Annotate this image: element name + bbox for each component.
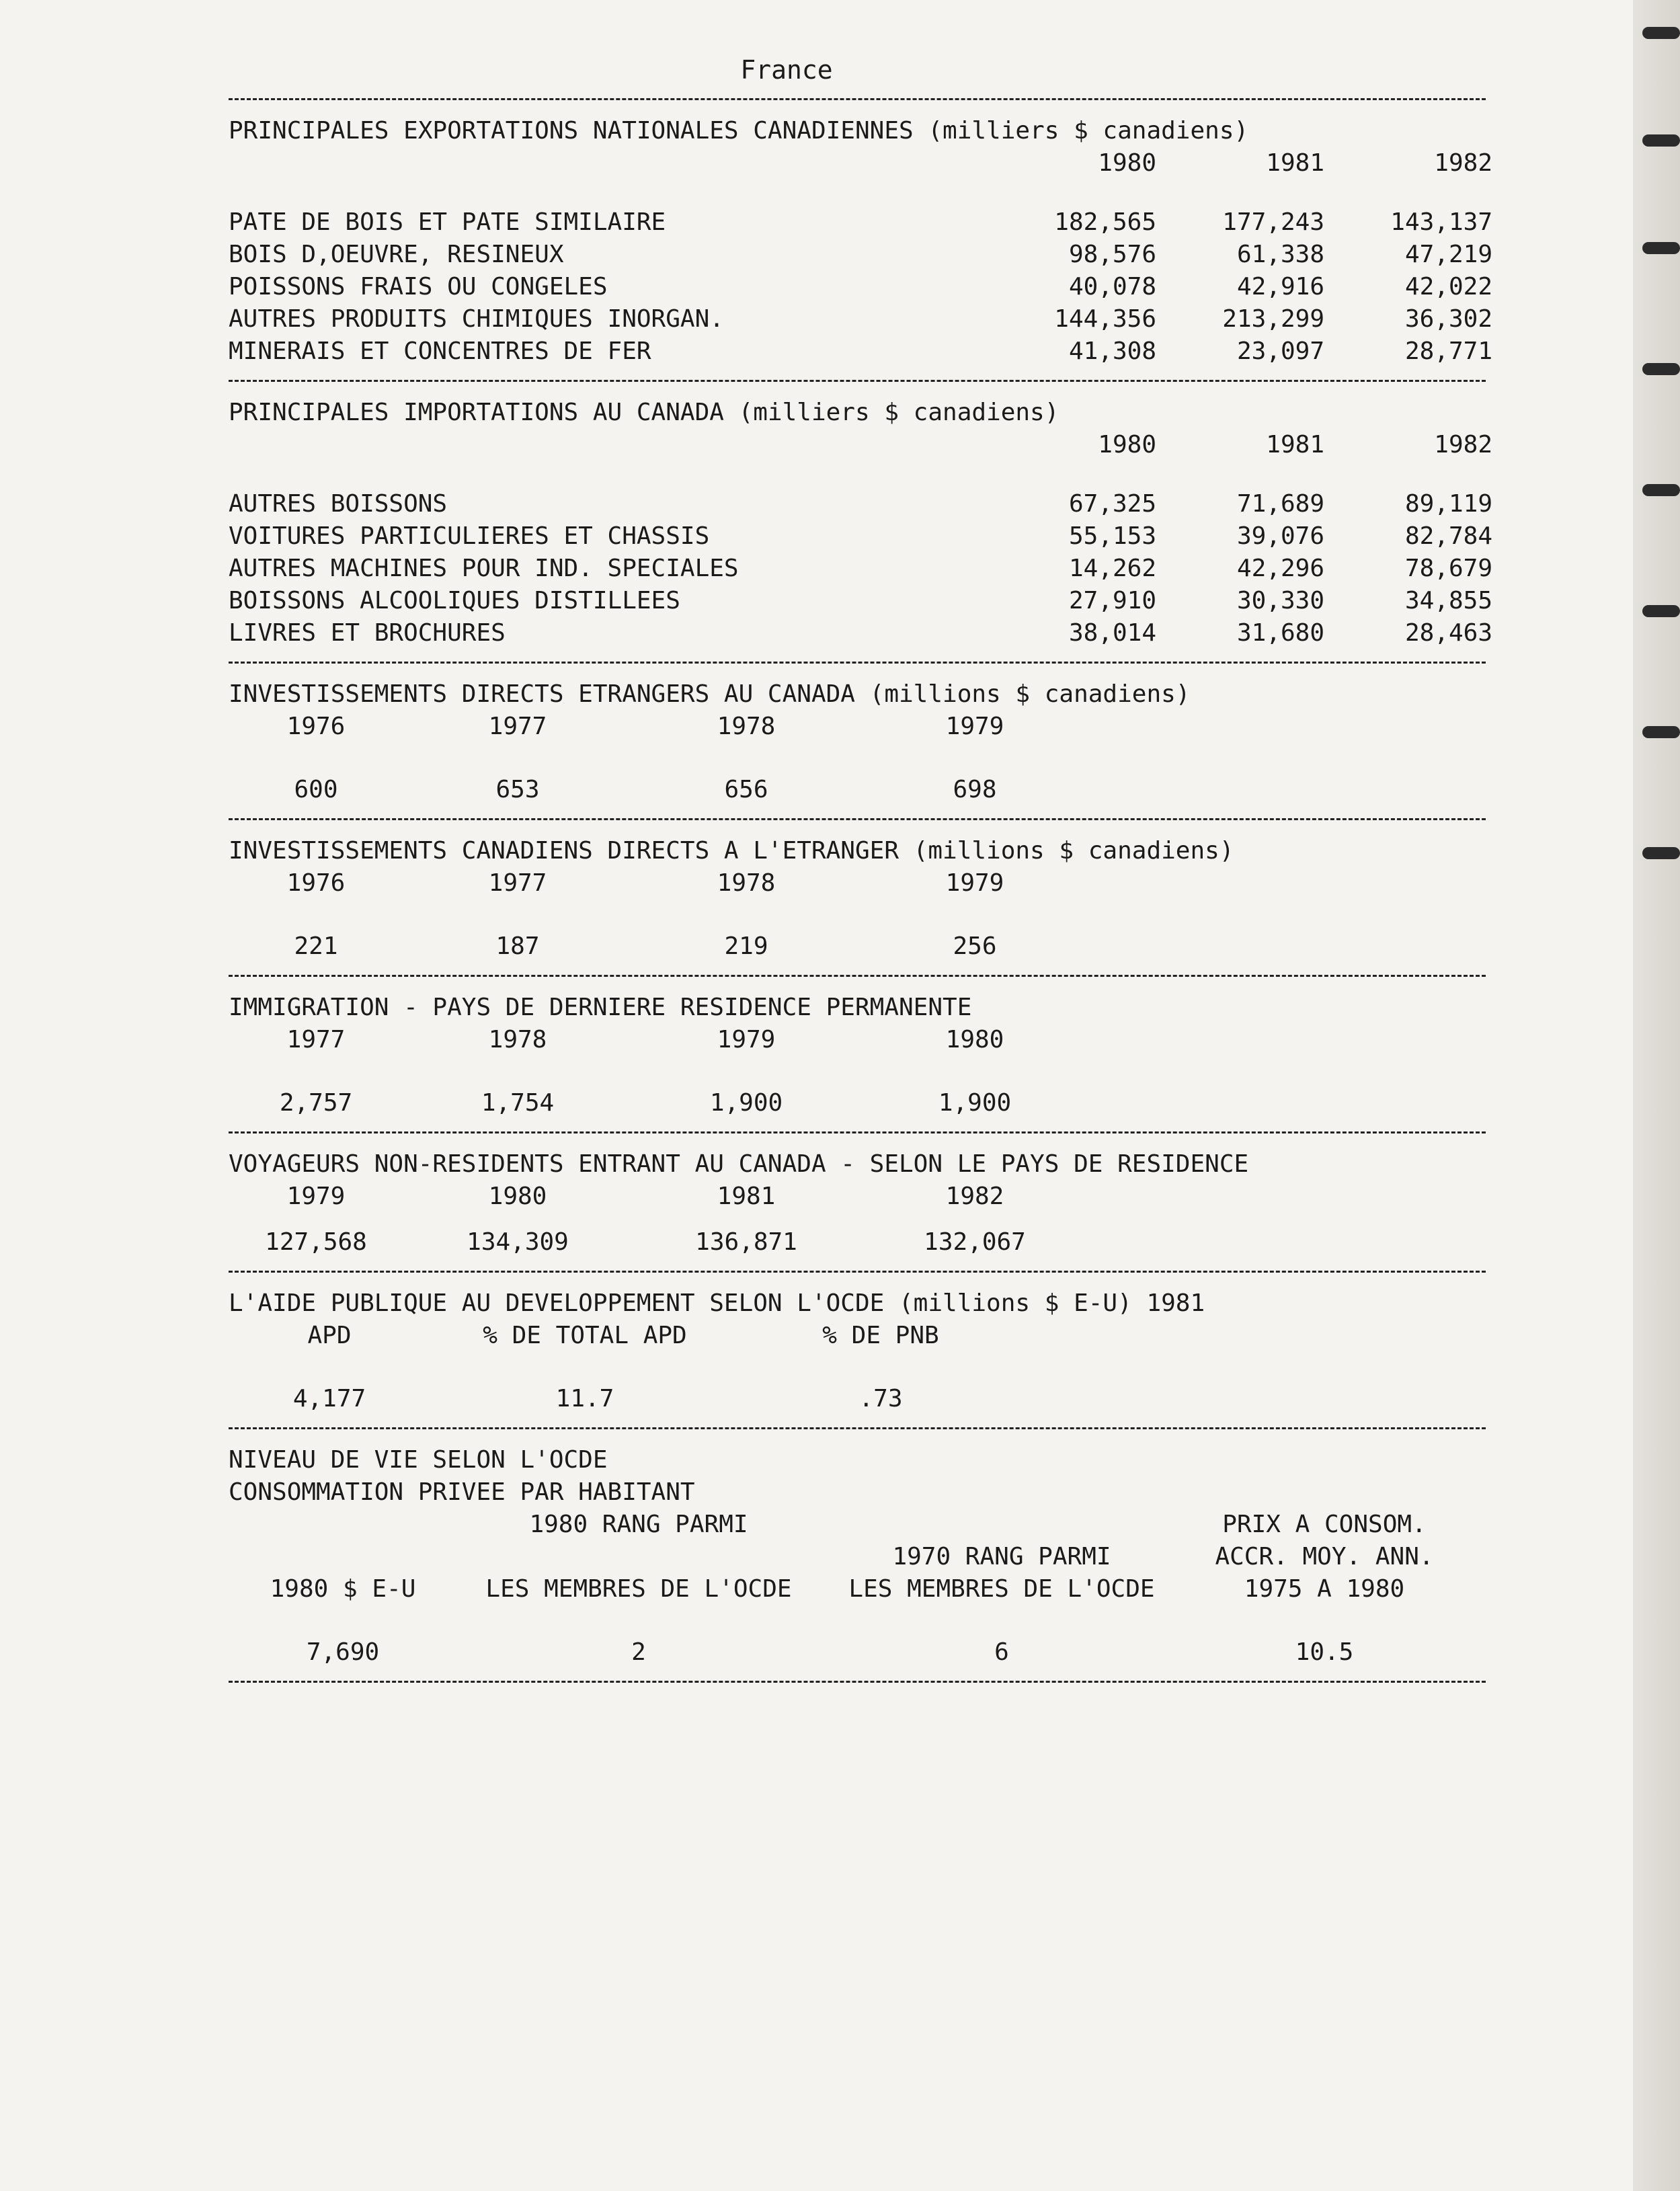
row-value: 698 — [953, 776, 997, 803]
immigration-heading: IMMIGRATION - PAYS DE DERNIERE RESIDENCE PERMANENTE — [229, 994, 972, 1021]
imports-years — [229, 429, 1492, 461]
living-values — [229, 1636, 1486, 1669]
imports-heading: PRINCIPALES IMPORTATIONS AU CANADA (milliers $ canadiens) — [229, 399, 1059, 426]
binding-ring — [1642, 484, 1680, 496]
row-value: 41,308 — [1068, 337, 1156, 365]
living-header-row-2 — [229, 1541, 1486, 1573]
year-header: 1979 — [945, 869, 1004, 897]
row-value: 256 — [953, 932, 997, 960]
year-header: 1979 — [945, 713, 1004, 740]
year-header: 1982 — [1434, 149, 1492, 177]
fdi-in-values — [229, 774, 1486, 806]
row-value: 82,784 — [1404, 522, 1492, 550]
row-label: AUTRES BOISSONS — [229, 490, 448, 518]
fdi-out-values — [229, 930, 1486, 963]
dashed-separator — [229, 1681, 1486, 1683]
year-header: 1978 — [717, 869, 776, 897]
row-value: 127,568 — [265, 1228, 367, 1256]
travellers-years — [229, 1181, 1486, 1213]
year-header: 1978 — [717, 713, 776, 740]
row-value: 213,299 — [1222, 305, 1324, 333]
living-heading: NIVEAU DE VIE SELON L'OCDE — [229, 1446, 608, 1474]
row-label: AUTRES MACHINES POUR IND. SPECIALES — [229, 555, 739, 582]
row-value: 653 — [495, 776, 540, 803]
row-value: 36,302 — [1404, 305, 1492, 333]
binding-ring — [1642, 726, 1680, 738]
column-header: 1980 RANG PARMI — [529, 1511, 748, 1538]
row-value: 656 — [724, 776, 768, 803]
column-header: PRIX A CONSOM. — [1222, 1511, 1427, 1538]
row-value: 98,576 — [1068, 241, 1156, 268]
row-value: 28,463 — [1404, 619, 1492, 647]
row-label: MINERAIS ET CONCENTRES DE FER — [229, 337, 651, 365]
row-value: 177,243 — [1222, 208, 1324, 236]
year-header: 1982 — [1434, 431, 1492, 459]
dashed-separator — [229, 662, 1486, 664]
year-header: 1981 — [1266, 149, 1324, 177]
row-label: LIVRES ET BROCHURES — [229, 619, 506, 647]
binding-ring — [1642, 242, 1680, 254]
travellers-heading: VOYAGEURS NON-RESIDENTS ENTRANT AU CANADA - SELON LE PAYS DE RESIDENCE — [229, 1150, 1249, 1178]
row-value: 23,097 — [1236, 337, 1324, 365]
aid-columns — [229, 1320, 1486, 1352]
year-header: 1982 — [945, 1183, 1004, 1210]
document-content — [229, 54, 1492, 1698]
row-value: 38,014 — [1068, 619, 1156, 647]
table-row — [229, 271, 1492, 303]
year-header: 1981 — [1266, 431, 1324, 459]
column-header: 1975 A 1980 — [1244, 1575, 1405, 1603]
row-value: 136,871 — [695, 1228, 797, 1256]
table-row — [229, 303, 1492, 335]
row-value: 40,078 — [1068, 273, 1156, 301]
year-header: 1980 — [1098, 149, 1156, 177]
row-value: 1,900 — [938, 1089, 1012, 1117]
travellers-values — [229, 1226, 1486, 1259]
immigration-values — [229, 1087, 1486, 1119]
row-value: 89,119 — [1404, 490, 1492, 518]
year-header: 1980 — [945, 1026, 1004, 1053]
row-value: 221 — [294, 932, 338, 960]
table-row — [229, 553, 1492, 585]
row-value: 219 — [724, 932, 768, 960]
row-value: 71,689 — [1236, 490, 1324, 518]
dashed-separator — [229, 1131, 1486, 1133]
year-header: 1979 — [717, 1026, 776, 1053]
column-header: 1970 RANG PARMI — [892, 1543, 1111, 1570]
row-value: 144,356 — [1054, 305, 1156, 333]
exports-heading: PRINCIPALES EXPORTATIONS NATIONALES CANADIENNES (milliers $ canadiens) — [229, 117, 1249, 145]
aid-heading: L'AIDE PUBLIQUE AU DEVELOPPEMENT SELON L'OCDE (millions $ E-U) 1981 — [229, 1289, 1205, 1317]
column-header: % DE PNB — [822, 1322, 939, 1349]
row-value: 2 — [631, 1638, 646, 1666]
table-row — [229, 206, 1492, 239]
row-value: 61,338 — [1236, 241, 1324, 268]
binding-ring — [1642, 134, 1680, 147]
fdi-in-years — [229, 711, 1486, 743]
row-value: 7,690 — [306, 1638, 380, 1666]
fdi-in-heading: INVESTISSEMENTS DIRECTS ETRANGERS AU CANADA (millions $ canadiens) — [229, 680, 1191, 708]
year-header: 1980 — [488, 1183, 547, 1210]
dashed-separator — [229, 98, 1486, 100]
year-header: 1979 — [286, 1183, 346, 1210]
table-row — [229, 617, 1492, 649]
row-label: BOIS D,OEUVRE, RESINEUX — [229, 241, 564, 268]
row-value: 47,219 — [1404, 241, 1492, 268]
column-header: LES MEMBRES DE L'OCDE — [485, 1575, 792, 1603]
row-label: PATE DE BOIS ET PATE SIMILAIRE — [229, 208, 666, 236]
binding-ring — [1642, 363, 1680, 375]
row-value: 78,679 — [1404, 555, 1492, 582]
row-value: 31,680 — [1236, 619, 1324, 647]
row-value: 14,262 — [1068, 555, 1156, 582]
year-header: 1981 — [717, 1183, 776, 1210]
row-label: VOITURES PARTICULIERES ET CHASSIS — [229, 522, 710, 550]
spiral-binding — [1633, 0, 1680, 2191]
row-value: 132,067 — [924, 1228, 1026, 1256]
table-row — [229, 520, 1492, 553]
row-value: 182,565 — [1054, 208, 1156, 236]
year-header: 1977 — [286, 1026, 346, 1053]
row-value: 1,900 — [709, 1089, 783, 1117]
row-value: 34,855 — [1404, 587, 1492, 614]
column-header: LES MEMBRES DE L'OCDE — [848, 1575, 1155, 1603]
row-value: 2,757 — [279, 1089, 353, 1117]
table-row — [229, 335, 1492, 368]
living-subheading: CONSOMMATION PRIVEE PAR HABITANT — [229, 1478, 695, 1506]
exports-years — [229, 147, 1492, 180]
row-value: 28,771 — [1404, 337, 1492, 365]
dashed-separator — [229, 818, 1486, 820]
binding-ring — [1642, 605, 1680, 617]
row-value: .73 — [858, 1385, 903, 1412]
row-value: 27,910 — [1068, 587, 1156, 614]
row-value: 1,754 — [481, 1089, 555, 1117]
row-label: AUTRES PRODUITS CHIMIQUES INORGAN. — [229, 305, 724, 333]
aid-values — [229, 1383, 1486, 1415]
row-value: 143,137 — [1390, 208, 1492, 236]
year-header: 1980 — [1098, 431, 1156, 459]
row-label: POISSONS FRAIS OU CONGELES — [229, 273, 608, 301]
row-label: BOISSONS ALCOOLIQUES DISTILLEES — [229, 587, 680, 614]
dashed-separator — [229, 1271, 1486, 1273]
row-value: 67,325 — [1068, 490, 1156, 518]
column-header: % DE TOTAL APD — [483, 1322, 687, 1349]
table-row — [229, 239, 1492, 271]
row-value: 600 — [294, 776, 338, 803]
row-value: 134,309 — [467, 1228, 569, 1256]
row-value: 30,330 — [1236, 587, 1324, 614]
page-title: France — [740, 55, 833, 85]
column-header: ACCR. MOY. ANN. — [1215, 1543, 1434, 1570]
fdi-out-years — [229, 867, 1486, 900]
binding-ring — [1642, 847, 1680, 859]
row-value: 187 — [495, 932, 540, 960]
binding-ring — [1642, 27, 1680, 39]
year-header: 1978 — [488, 1026, 547, 1053]
row-value: 6 — [994, 1638, 1009, 1666]
table-row — [229, 585, 1492, 617]
dashed-separator — [229, 975, 1486, 977]
living-header-row-1 — [229, 1509, 1486, 1541]
year-header: 1977 — [488, 713, 547, 740]
row-value: 55,153 — [1068, 522, 1156, 550]
year-header: 1976 — [286, 713, 346, 740]
row-value: 39,076 — [1236, 522, 1324, 550]
row-value: 42,296 — [1236, 555, 1324, 582]
year-header: 1977 — [488, 869, 547, 897]
row-value: 11.7 — [555, 1385, 614, 1412]
immigration-years — [229, 1024, 1486, 1056]
dashed-separator — [229, 380, 1486, 382]
dashed-separator — [229, 1427, 1486, 1429]
column-header: 1980 $ E-U — [270, 1575, 416, 1603]
row-value: 4,177 — [292, 1385, 366, 1412]
year-header: 1976 — [286, 869, 346, 897]
row-value: 10.5 — [1295, 1638, 1354, 1666]
table-row — [229, 488, 1492, 520]
fdi-out-heading: INVESTISSEMENTS CANADIENS DIRECTS A L'ETRANGER (millions $ canadiens) — [229, 837, 1234, 865]
row-value: 42,916 — [1236, 273, 1324, 301]
row-value: 42,022 — [1404, 273, 1492, 301]
living-header-row-3 — [229, 1573, 1486, 1605]
column-header: APD — [307, 1322, 352, 1349]
